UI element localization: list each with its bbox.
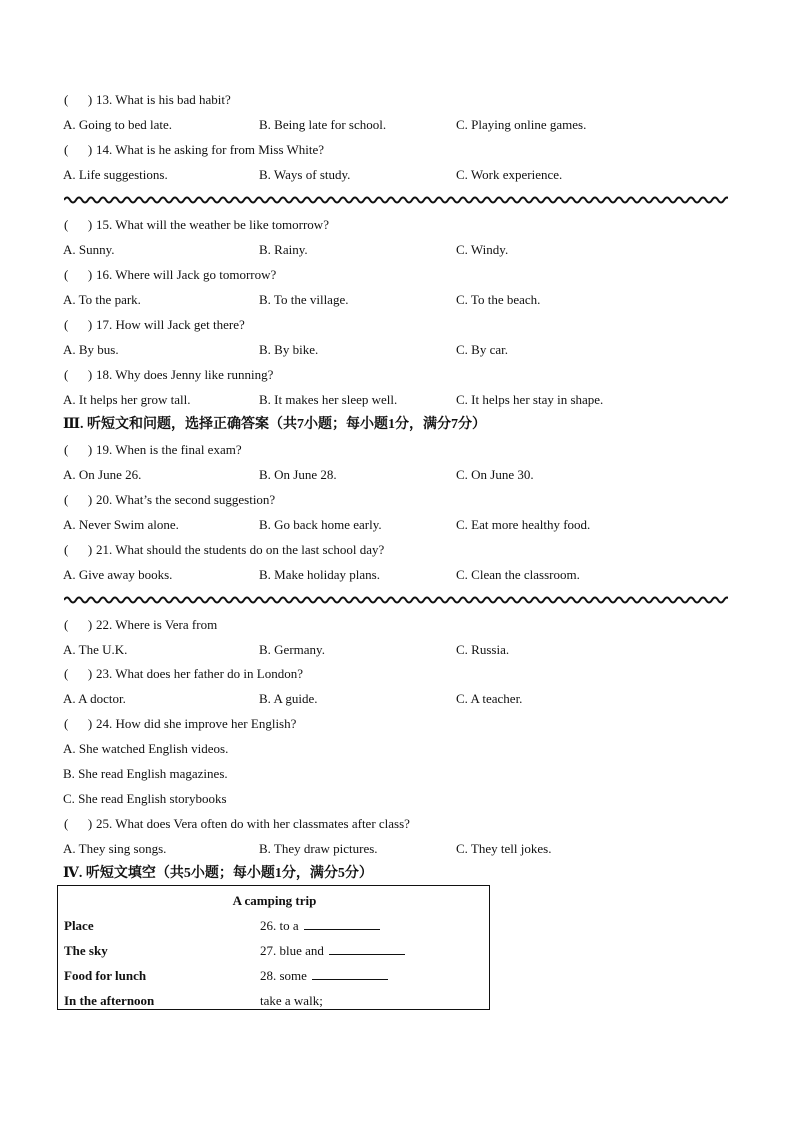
options-17 (0, 337, 794, 362)
wavy-divider (64, 595, 728, 605)
answer-blank[interactable]: ( ) (64, 217, 93, 232)
options-22 (0, 637, 794, 662)
question-21 (0, 537, 794, 562)
question-17 (0, 312, 794, 337)
options-21 (0, 562, 794, 587)
question-text: 14. What is he asking for from Miss White? (96, 142, 325, 157)
option-c: C. By car. (456, 342, 508, 357)
option-c-24 (0, 786, 794, 811)
question-text: 25. What does Vera often do with her classmates after class? (96, 816, 410, 831)
fill-blank-28[interactable] (312, 967, 388, 980)
table-title: A camping trip (232, 893, 317, 908)
option-c: C. Clean the classroom. (456, 567, 580, 582)
question-25 (0, 811, 794, 836)
option-c: C. They tell jokes. (456, 841, 552, 856)
row-value (260, 938, 405, 963)
option-b: B. Go back home early. (259, 517, 382, 532)
table-row (58, 913, 491, 938)
question-text: 18. Why does Jenny like running? (96, 367, 274, 382)
fill-blank-27[interactable] (329, 942, 405, 955)
answer-blank[interactable]: ( ) (64, 142, 93, 157)
options-14 (0, 162, 794, 187)
option-c: C. Playing online games. (456, 117, 587, 132)
option-a-24 (0, 736, 794, 761)
question-text: 13. What is his bad habit? (96, 92, 231, 107)
option-a: A. A doctor. (63, 691, 126, 706)
options-16 (0, 287, 794, 312)
question-text: 16. Where will Jack go tomorrow? (96, 267, 277, 282)
question-20 (0, 487, 794, 512)
row-value (260, 913, 380, 938)
question-text: 23. What does her father do in London? (96, 666, 303, 681)
question-text: 19. When is the final exam? (96, 442, 242, 457)
question-text: 24. How did she improve her English? (96, 716, 297, 731)
row-value-text: 26. to a (260, 918, 299, 933)
option-b: B. They draw pictures. (259, 841, 378, 856)
option-c: C. Work experience. (456, 167, 563, 182)
row-label: Place (64, 918, 94, 933)
answer-blank[interactable]: ( ) (64, 492, 93, 507)
camping-trip-table (57, 885, 490, 1010)
row-label: In the afternoon (64, 993, 155, 1008)
row-value-text: 28. some (260, 968, 307, 983)
option-a: A. The U.K. (63, 642, 128, 657)
question-text: 20. What’s the second suggestion? (96, 492, 276, 507)
option-b: B. It makes her sleep well. (259, 392, 398, 407)
option-b: B. She read English magazines. (63, 766, 228, 781)
answer-blank[interactable]: ( ) (64, 716, 93, 731)
option-a: A. She watched English videos. (63, 741, 229, 756)
option-b: B. By bike. (259, 342, 319, 357)
question-text: 15. What will the weather be like tomorrow? (96, 217, 329, 232)
option-a: A. Life suggestions. (63, 167, 168, 182)
answer-blank[interactable]: ( ) (64, 317, 93, 332)
option-c: C. She read English storybooks (63, 791, 227, 806)
option-a: A. By bus. (63, 342, 119, 357)
section-heading-4 (0, 861, 794, 886)
answer-blank[interactable]: ( ) (64, 367, 93, 382)
option-a: A. Never Swim alone. (63, 517, 179, 532)
options-23 (0, 686, 794, 711)
option-b: B. Being late for school. (259, 117, 387, 132)
option-b: B. A guide. (259, 691, 318, 706)
question-23 (0, 661, 794, 686)
options-25 (0, 836, 794, 861)
answer-blank[interactable]: ( ) (64, 816, 93, 831)
option-b: B. Ways of study. (259, 167, 351, 182)
answer-blank[interactable]: ( ) (64, 267, 93, 282)
option-a: A. To the park. (63, 292, 141, 307)
option-b: B. Germany. (259, 642, 325, 657)
section-title: Ⅳ. 听短文填空（共5小题；每小题1分，满分5分） (63, 866, 373, 881)
options-18 (0, 387, 794, 412)
section-heading-3 (0, 412, 794, 437)
options-15 (0, 237, 794, 262)
option-a: A. Sunny. (63, 242, 115, 257)
question-18 (0, 362, 794, 387)
option-c: C. Eat more healthy food. (456, 517, 591, 532)
option-b: B. Rainy. (259, 242, 308, 257)
answer-blank[interactable]: ( ) (64, 617, 93, 632)
question-text: 17. How will Jack get there? (96, 317, 245, 332)
option-c: C. To the beach. (456, 292, 541, 307)
row-value (260, 963, 388, 988)
option-c: C. Russia. (456, 642, 510, 657)
option-a: A. It helps her grow tall. (63, 392, 191, 407)
option-a: A. On June 26. (63, 467, 142, 482)
answer-blank[interactable]: ( ) (64, 92, 93, 107)
question-15 (0, 212, 794, 237)
wavy-divider (64, 195, 728, 205)
option-b: B. Make holiday plans. (259, 567, 380, 582)
question-19 (0, 437, 794, 462)
option-a: A. Going to bed late. (63, 117, 173, 132)
row-value: take a walk; (260, 993, 323, 1008)
answer-blank[interactable]: ( ) (64, 542, 93, 557)
option-a: A. Give away books. (63, 567, 173, 582)
table-row (58, 988, 491, 1013)
options-20 (0, 512, 794, 537)
option-c: C. It helps her stay in shape. (456, 392, 604, 407)
option-c: C. Windy. (456, 242, 509, 257)
row-label: Food for lunch (64, 968, 147, 983)
fill-blank-26[interactable] (304, 917, 380, 930)
options-13 (0, 112, 794, 137)
option-a: A. They sing songs. (63, 841, 167, 856)
option-b: B. To the village. (259, 292, 349, 307)
row-value-text: 27. blue and (260, 943, 324, 958)
option-b: B. On June 28. (259, 467, 337, 482)
question-text: 21. What should the students do on the last school day? (96, 542, 385, 557)
question-14 (0, 137, 794, 162)
question-13 (0, 87, 794, 112)
row-label: The sky (64, 943, 108, 958)
question-text: 22. Where is Vera from (96, 617, 218, 632)
wave-line (64, 598, 728, 603)
table-row (58, 938, 491, 963)
option-c: C. A teacher. (456, 691, 523, 706)
question-24 (0, 711, 794, 736)
answer-blank[interactable]: ( ) (64, 666, 93, 681)
option-b-24 (0, 761, 794, 786)
options-19 (0, 462, 794, 487)
answer-blank[interactable]: ( ) (64, 442, 93, 457)
section-title: Ⅲ. 听短文和问题，选择正确答案（共7小题；每小题1分，满分7分） (63, 417, 487, 432)
table-row (58, 963, 491, 988)
question-16 (0, 262, 794, 287)
wave-line (64, 198, 728, 203)
option-c: C. On June 30. (456, 467, 534, 482)
question-22 (0, 612, 794, 637)
